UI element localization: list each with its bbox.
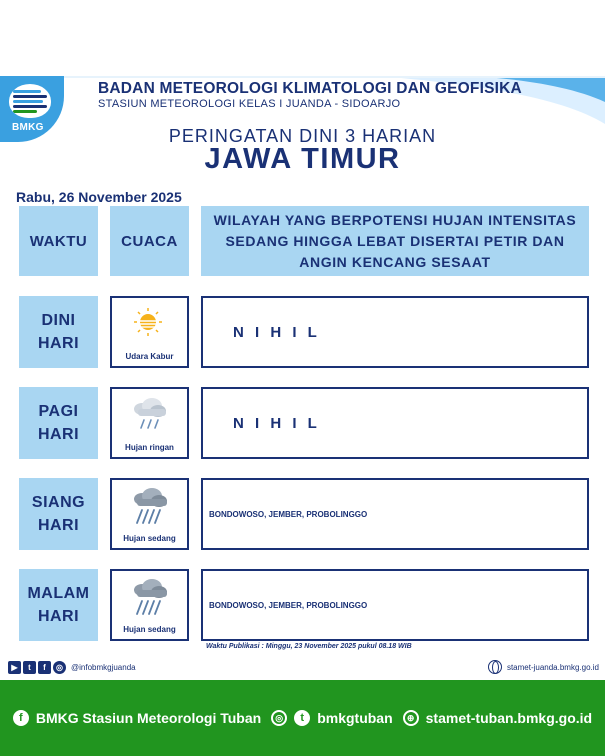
row-weather-siang-hari	[110, 478, 189, 550]
social-links	[8, 661, 136, 674]
column-header-area: WILAYAH YANG BERPOTENSI HUJAN INTENSITAS SEDANG HINGGA LEBAT DISERTAI PETIR DAN ANGIN KENCANG SESAAT	[201, 206, 589, 276]
footer-bar	[0, 680, 605, 756]
hazy-sun-icon	[126, 304, 176, 348]
time-label-line2: HARI	[37, 335, 80, 352]
top-blank-area	[0, 0, 605, 76]
organization-subtitle: STASIUN METEOROLOGI KELAS I JUANDA - SIDOARJO	[98, 98, 401, 110]
time-label-line1: PAGI	[38, 403, 79, 420]
region-title: JAWA TIMUR	[204, 143, 401, 175]
light-rain-icon	[126, 395, 176, 439]
area-text: N I H I L	[233, 414, 321, 432]
organization-title: BADAN METEOROLOGI KLIMATOLOGI DAN GEOFISIKA	[98, 80, 522, 97]
logo-text: BMKG	[12, 122, 44, 133]
globe-icon: ⊕	[403, 710, 419, 726]
website-url[interactable]: stamet-juanda.bmkg.go.id	[506, 662, 599, 672]
area-text: BONDOWOSO, JEMBER, PROBOLINGGO	[209, 509, 368, 519]
weather-label: Udara Kabur	[125, 352, 174, 361]
forecast-date: Rabu, 26 November 2025	[16, 189, 182, 205]
column-header-weather: CUACA	[110, 206, 189, 276]
footer-website-label[interactable]: stamet-tuban.bmkg.go.id	[425, 710, 593, 726]
footer-facebook-label[interactable]: BMKG Stasiun Meteorologi Tuban	[35, 710, 262, 726]
row-weather-malam-hari	[110, 569, 189, 641]
row-area-siang-hari	[201, 478, 589, 550]
warning-title: PERINGATAN DINI 3 HARIAN	[168, 126, 437, 146]
twitter-icon[interactable]: t	[23, 661, 36, 674]
publication-time: Waktu Publikasi : Minggu, 23 November 2025 pukul 08.18 WIB	[206, 643, 412, 650]
column-header-time: WAKTU	[19, 206, 98, 276]
row-time-dini-hari	[19, 296, 98, 368]
time-label-line1: SIANG	[31, 494, 86, 511]
instagram-icon: ◎	[271, 710, 287, 726]
footer-instagram-label[interactable]: bmkgtuban	[317, 710, 393, 726]
website-link[interactable]	[488, 660, 599, 674]
row-area-dini-hari	[201, 296, 589, 368]
time-label-line2: HARI	[37, 608, 80, 625]
footer-facebook[interactable]	[13, 710, 261, 726]
youtube-icon[interactable]: ▶	[8, 661, 21, 674]
time-label-line1: DINI	[41, 312, 76, 329]
area-text: BONDOWOSO, JEMBER, PROBOLINGGO	[209, 600, 368, 610]
area-text: N I H I L	[233, 323, 321, 341]
time-label-line2: HARI	[37, 426, 80, 443]
row-area-malam-hari	[201, 569, 589, 641]
facebook-icon[interactable]: f	[38, 661, 51, 674]
instagram-icon[interactable]: ◎	[53, 661, 66, 674]
moderate-rain-icon	[126, 577, 176, 621]
footer-instagram[interactable]	[271, 710, 392, 726]
weather-label: Hujan sedang	[123, 625, 176, 634]
globe-icon	[488, 660, 502, 674]
weather-label: Hujan sedang	[123, 534, 176, 543]
twitter-icon: t	[294, 710, 310, 726]
moderate-rain-icon	[126, 486, 176, 530]
row-weather-pagi-hari	[110, 387, 189, 459]
time-label-line1: MALAM	[27, 585, 90, 602]
logo-emblem-icon	[9, 84, 51, 118]
footer-website[interactable]	[403, 710, 592, 726]
social-handle[interactable]: @infobmkgjuanda	[71, 663, 136, 672]
row-time-siang-hari	[19, 478, 98, 550]
facebook-icon: f	[13, 710, 29, 726]
time-label-line2: HARI	[37, 517, 80, 534]
weather-label: Hujan ringan	[125, 443, 174, 452]
row-area-pagi-hari	[201, 387, 589, 459]
row-time-pagi-hari	[19, 387, 98, 459]
row-time-malam-hari	[19, 569, 98, 641]
row-weather-dini-hari	[110, 296, 189, 368]
